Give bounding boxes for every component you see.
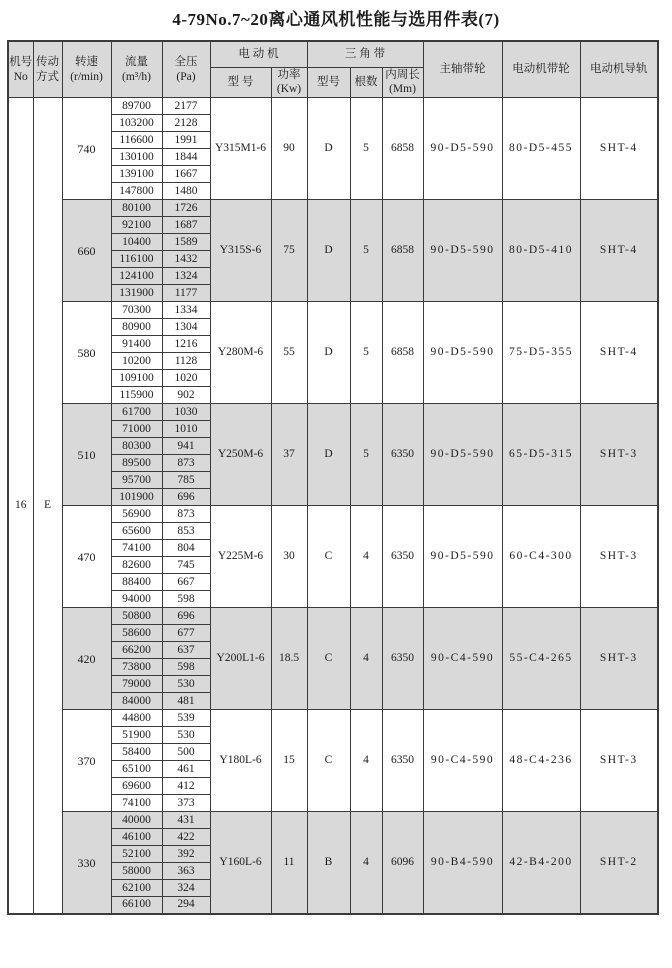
flow-cell: 84000 <box>111 693 162 710</box>
flow-cell: 101900 <box>111 489 162 506</box>
motor-model-cell: Y160L-6 <box>210 812 271 914</box>
flow-cell: 79000 <box>111 676 162 693</box>
speed-cell: 510 <box>62 404 111 506</box>
table-header <box>8 41 658 98</box>
belt-count-cell: 5 <box>350 200 382 302</box>
pressure-cell: 1324 <box>162 268 210 285</box>
pressure-cell: 598 <box>162 591 210 608</box>
table-body <box>8 98 658 914</box>
fan-performance-table <box>7 40 659 915</box>
flow-cell: 46100 <box>111 829 162 846</box>
flow-cell: 103200 <box>111 115 162 132</box>
table-row <box>8 710 658 727</box>
table-row <box>8 404 658 421</box>
motor-pulley-cell: 65-D5-315 <box>502 404 580 506</box>
belt-count-cell: 5 <box>350 404 382 506</box>
flow-cell: 95700 <box>111 472 162 489</box>
motor-model-cell: Y180L-6 <box>210 710 271 812</box>
pressure-cell: 481 <box>162 693 210 710</box>
flow-cell: 62100 <box>111 880 162 897</box>
motor-power-cell: 30 <box>271 506 307 608</box>
speed-cell: 370 <box>62 710 111 812</box>
belt-length-cell: 6858 <box>382 200 423 302</box>
flow-cell: 65600 <box>111 523 162 540</box>
main-pulley-cell: 90-B4-590 <box>423 812 502 914</box>
pressure-cell: 2128 <box>162 115 210 132</box>
rail-cell: SHT-4 <box>580 302 658 404</box>
col-header-main-pulley: 主轴带轮 <box>423 41 502 98</box>
pressure-cell: 1304 <box>162 319 210 336</box>
belt-model-cell: C <box>307 710 350 812</box>
flow-cell: 131900 <box>111 285 162 302</box>
motor-pulley-cell: 75-D5-355 <box>502 302 580 404</box>
pressure-cell: 637 <box>162 642 210 659</box>
flow-cell: 139100 <box>111 166 162 183</box>
flow-cell: 44800 <box>111 710 162 727</box>
pressure-cell: 785 <box>162 472 210 489</box>
pressure-cell: 696 <box>162 489 210 506</box>
motor-power-cell: 90 <box>271 98 307 200</box>
col-header-pressure: 全压 (Pa) <box>162 41 210 98</box>
main-pulley-cell: 90-D5-590 <box>423 404 502 506</box>
pressure-cell: 677 <box>162 625 210 642</box>
flow-cell: 124100 <box>111 268 162 285</box>
motor-model-cell: Y280M-6 <box>210 302 271 404</box>
rail-cell: SHT-3 <box>580 404 658 506</box>
col-header-motor-model: 型 号 <box>210 67 271 98</box>
motor-power-cell: 37 <box>271 404 307 506</box>
table-row <box>8 812 658 829</box>
main-pulley-cell: 90-C4-590 <box>423 710 502 812</box>
flow-cell: 50800 <box>111 608 162 625</box>
belt-length-cell: 6350 <box>382 710 423 812</box>
motor-power-cell: 55 <box>271 302 307 404</box>
belt-length-cell: 6858 <box>382 302 423 404</box>
flow-cell: 88400 <box>111 574 162 591</box>
pressure-cell: 373 <box>162 795 210 812</box>
page-title: 4-79No.7~20离心通风机性能与选用件表(7) <box>172 10 500 29</box>
flow-cell: 116600 <box>111 132 162 149</box>
pressure-cell: 1334 <box>162 302 210 319</box>
belt-model-cell: C <box>307 506 350 608</box>
flow-cell: 74100 <box>111 795 162 812</box>
motor-model-cell: Y200L1-6 <box>210 608 271 710</box>
pressure-cell: 598 <box>162 659 210 676</box>
flow-cell: 58400 <box>111 744 162 761</box>
pressure-cell: 696 <box>162 608 210 625</box>
col-header-belt-model: 型号 <box>307 67 350 98</box>
flow-cell: 74100 <box>111 540 162 557</box>
speed-cell: 330 <box>62 812 111 914</box>
pressure-cell: 422 <box>162 829 210 846</box>
col-header-drive-mode: 传动 方式 <box>33 41 62 98</box>
flow-cell: 40000 <box>111 812 162 829</box>
belt-count-cell: 4 <box>350 506 382 608</box>
belt-model-cell: D <box>307 98 350 200</box>
flow-cell: 70300 <box>111 302 162 319</box>
flow-cell: 61700 <box>111 404 162 421</box>
machine-no-cell: 16 <box>8 98 33 914</box>
rail-cell: SHT-4 <box>580 98 658 200</box>
col-header-motor-rail: 电动机导轨 <box>580 41 658 98</box>
belt-model-cell: D <box>307 200 350 302</box>
motor-power-cell: 18.5 <box>271 608 307 710</box>
flow-cell: 69600 <box>111 778 162 795</box>
motor-model-cell: Y315S-6 <box>210 200 271 302</box>
pressure-cell: 500 <box>162 744 210 761</box>
speed-cell: 580 <box>62 302 111 404</box>
belt-count-cell: 5 <box>350 98 382 200</box>
pressure-cell: 902 <box>162 387 210 404</box>
drive-mode-cell: E <box>33 98 62 914</box>
col-header-belt-length: 内周长 (Mm) <box>382 67 423 98</box>
main-pulley-cell: 90-D5-590 <box>423 200 502 302</box>
pressure-cell: 1432 <box>162 251 210 268</box>
speed-cell: 660 <box>62 200 111 302</box>
pressure-cell: 412 <box>162 778 210 795</box>
pressure-cell: 1844 <box>162 149 210 166</box>
belt-length-cell: 6096 <box>382 812 423 914</box>
motor-pulley-cell: 55-C4-265 <box>502 608 580 710</box>
pressure-cell: 1687 <box>162 217 210 234</box>
belt-count-cell: 4 <box>350 710 382 812</box>
pressure-cell: 539 <box>162 710 210 727</box>
belt-length-cell: 6350 <box>382 506 423 608</box>
main-pulley-cell: 90-D5-590 <box>423 98 502 200</box>
motor-power-cell: 15 <box>271 710 307 812</box>
motor-pulley-cell: 42-B4-200 <box>502 812 580 914</box>
belt-length-cell: 6858 <box>382 98 423 200</box>
speed-cell: 420 <box>62 608 111 710</box>
flow-cell: 10200 <box>111 353 162 370</box>
pressure-cell: 1010 <box>162 421 210 438</box>
belt-model-cell: D <box>307 302 350 404</box>
pressure-cell: 873 <box>162 506 210 523</box>
belt-model-cell: B <box>307 812 350 914</box>
motor-power-cell: 11 <box>271 812 307 914</box>
col-header-flow: 流量 (m³/h) <box>111 41 162 98</box>
pressure-cell: 1667 <box>162 166 210 183</box>
flow-cell: 80300 <box>111 438 162 455</box>
pressure-cell: 873 <box>162 455 210 472</box>
rail-cell: SHT-3 <box>580 710 658 812</box>
flow-cell: 65100 <box>111 761 162 778</box>
flow-cell: 91400 <box>111 336 162 353</box>
motor-pulley-cell: 60-C4-300 <box>502 506 580 608</box>
pressure-cell: 392 <box>162 846 210 863</box>
flow-cell: 58000 <box>111 863 162 880</box>
pressure-cell: 1030 <box>162 404 210 421</box>
col-header-speed: 转速 (r/min) <box>62 41 111 98</box>
col-header-motor-group: 电 动 机 <box>210 41 307 67</box>
belt-model-cell: D <box>307 404 350 506</box>
belt-length-cell: 6350 <box>382 608 423 710</box>
pressure-cell: 294 <box>162 897 210 914</box>
motor-model-cell: Y315M1-6 <box>210 98 271 200</box>
rail-cell: SHT-4 <box>580 200 658 302</box>
rail-cell: SHT-3 <box>580 608 658 710</box>
table-row <box>8 200 658 217</box>
motor-pulley-cell: 80-D5-410 <box>502 200 580 302</box>
pressure-cell: 1991 <box>162 132 210 149</box>
pressure-cell: 431 <box>162 812 210 829</box>
table-row <box>8 98 658 115</box>
flow-cell: 66200 <box>111 642 162 659</box>
flow-cell: 66100 <box>111 897 162 914</box>
pressure-cell: 461 <box>162 761 210 778</box>
main-pulley-cell: 90-D5-590 <box>423 302 502 404</box>
pressure-cell: 530 <box>162 727 210 744</box>
pressure-cell: 1177 <box>162 285 210 302</box>
col-header-motor-pulley: 电动机带轮 <box>502 41 580 98</box>
pressure-cell: 745 <box>162 557 210 574</box>
speed-cell: 470 <box>62 506 111 608</box>
col-header-motor-power: 功率 (Kw) <box>271 67 307 98</box>
main-pulley-cell: 90-D5-590 <box>423 506 502 608</box>
pressure-cell: 324 <box>162 880 210 897</box>
flow-cell: 109100 <box>111 370 162 387</box>
rail-cell: SHT-3 <box>580 506 658 608</box>
col-header-belt-group: 三 角 带 <box>307 41 423 67</box>
flow-cell: 92100 <box>111 217 162 234</box>
belt-count-cell: 5 <box>350 302 382 404</box>
flow-cell: 80900 <box>111 319 162 336</box>
pressure-cell: 1128 <box>162 353 210 370</box>
speed-cell: 740 <box>62 98 111 200</box>
belt-model-cell: C <box>307 608 350 710</box>
motor-pulley-cell: 48-C4-236 <box>502 710 580 812</box>
flow-cell: 58600 <box>111 625 162 642</box>
flow-cell: 82600 <box>111 557 162 574</box>
pressure-cell: 853 <box>162 523 210 540</box>
col-header-machine-no: 机号 No <box>8 41 33 98</box>
main-pulley-cell: 90-C4-590 <box>423 608 502 710</box>
flow-cell: 51900 <box>111 727 162 744</box>
flow-cell: 89700 <box>111 98 162 115</box>
motor-power-cell: 75 <box>271 200 307 302</box>
belt-count-cell: 4 <box>350 608 382 710</box>
flow-cell: 94000 <box>111 591 162 608</box>
flow-cell: 71000 <box>111 421 162 438</box>
pressure-cell: 363 <box>162 863 210 880</box>
table-row <box>8 506 658 523</box>
flow-cell: 10400 <box>111 234 162 251</box>
col-header-belt-count: 根数 <box>350 67 382 98</box>
flow-cell: 80100 <box>111 200 162 217</box>
flow-cell: 73800 <box>111 659 162 676</box>
header-row-1 <box>8 41 658 67</box>
pressure-cell: 1726 <box>162 200 210 217</box>
belt-length-cell: 6350 <box>382 404 423 506</box>
pressure-cell: 1589 <box>162 234 210 251</box>
flow-cell: 147800 <box>111 183 162 200</box>
motor-model-cell: Y250M-6 <box>210 404 271 506</box>
pressure-cell: 1020 <box>162 370 210 387</box>
motor-model-cell: Y225M-6 <box>210 506 271 608</box>
pressure-cell: 1480 <box>162 183 210 200</box>
flow-cell: 56900 <box>111 506 162 523</box>
pressure-cell: 941 <box>162 438 210 455</box>
rail-cell: SHT-2 <box>580 812 658 914</box>
flow-cell: 116100 <box>111 251 162 268</box>
pressure-cell: 2177 <box>162 98 210 115</box>
flow-cell: 130100 <box>111 149 162 166</box>
flow-cell: 115900 <box>111 387 162 404</box>
table-row <box>8 608 658 625</box>
motor-pulley-cell: 80-D5-455 <box>502 98 580 200</box>
pressure-cell: 1216 <box>162 336 210 353</box>
pressure-cell: 804 <box>162 540 210 557</box>
flow-cell: 52100 <box>111 846 162 863</box>
pressure-cell: 530 <box>162 676 210 693</box>
flow-cell: 89500 <box>111 455 162 472</box>
belt-count-cell: 4 <box>350 812 382 914</box>
table-row <box>8 302 658 319</box>
pressure-cell: 667 <box>162 574 210 591</box>
